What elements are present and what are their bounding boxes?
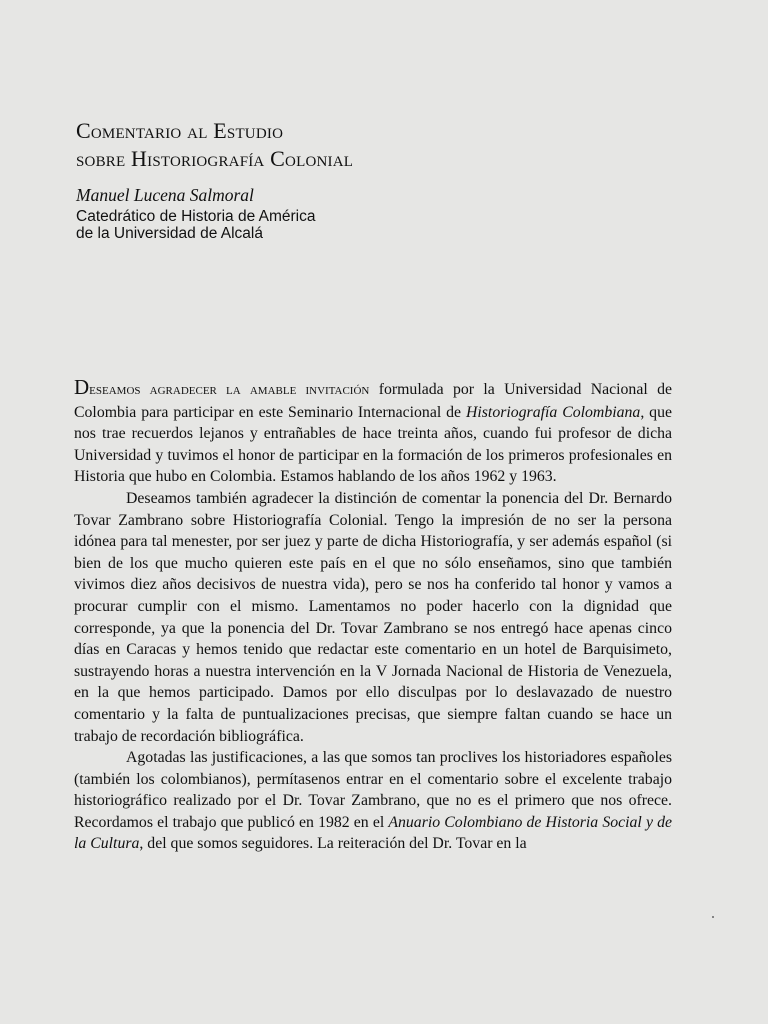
affiliation-line-1: Catedrático de Historia de América [76,208,316,225]
paragraph-1-italic: Historiografía Colombiana [465,403,641,421]
drop-cap: D [74,375,90,399]
article-title [76,117,716,173]
lead-in-small-caps: eseamos agradecer la amable invitación [89,382,370,398]
paragraph-3-text-b: , del que somos seguidores. La reiteración del Dr. Tovar en la [139,835,527,853]
article-body [74,377,672,855]
paragraph-1 [74,377,672,488]
title-line-2: sobre Historiografía Colonial [76,146,354,171]
paragraph-2: Deseamos también agradecer la distinción de comentar la ponencia del Dr. Bernardo Tovar Zambrano sobre Historiografía Colonial. Tengo la impresión de no ser la persona idónea para tal menester, por ser juez y parte de dicha Historiografía, y ser además español (si bien de los que mucho quieren este país en el que no sólo enseñamos, sino que también vivimos diez años decisivos de nuestra vida), pero se nos ha conferido tal honor y vamos a procurar cumplir con el mismo. Lamentamos no poder hacerlo con la dignidad que corresponde, ya que la ponencia del Dr. Tovar Zambrano se nos entregó hace apenas cinco días en Caracas y hemos tenido que redactar este comentario en un hotel de Barquisimeto, sustrayendo horas a nuestra intervención en la V Jornada Nacional de Historia de Venezuela, en la que hemos participado. Damos por ello disculpas por lo deslavazado de nuestro comentario y la falta de puntualizaciones precisas, que siempre faltan cuando se hace un trabajo de recordación bibliográfica. [74,489,672,745]
scan-speck [712,916,714,918]
author-name: Manuel Lucena Salmoral [76,185,254,205]
paragraph-1-text-a: formulada por la Universidad Nacional de Colombia para participar en este Seminario Internacional de [74,381,672,421]
journal-title-italic: Anuario Colombiano de Historia Social y de la Cultura [74,813,672,853]
paragraph-3 [74,747,672,855]
paragraph-3-text-a: Agotadas las justificaciones, a las que somos tan proclives los historiadores españoles (también los colombianos), permítasenos entrar en el comentario sobre el excelente trabajo historiográfico realizado por el Dr. Tovar Zambrano, que no es el primero que nos ofrece. Recordamos el trabajo que publicó en 1982 en el [74,749,672,831]
paragraph-1-text-b: , que nos trae recuerdos lejanos y entrañables de hace treinta años, cuando fui profesor de dicha Universidad y tuvimos el honor de participar en la formación de los primeros profesionales en Historia que hubo en Colombia. Estamos hablando de los años 1962 y 1963. [74,403,672,486]
author-affiliation [76,208,316,242]
affiliation-line-2: de la Universidad de Alcalá [76,225,263,242]
title-line-1: Comentario al Estudio [76,118,284,143]
